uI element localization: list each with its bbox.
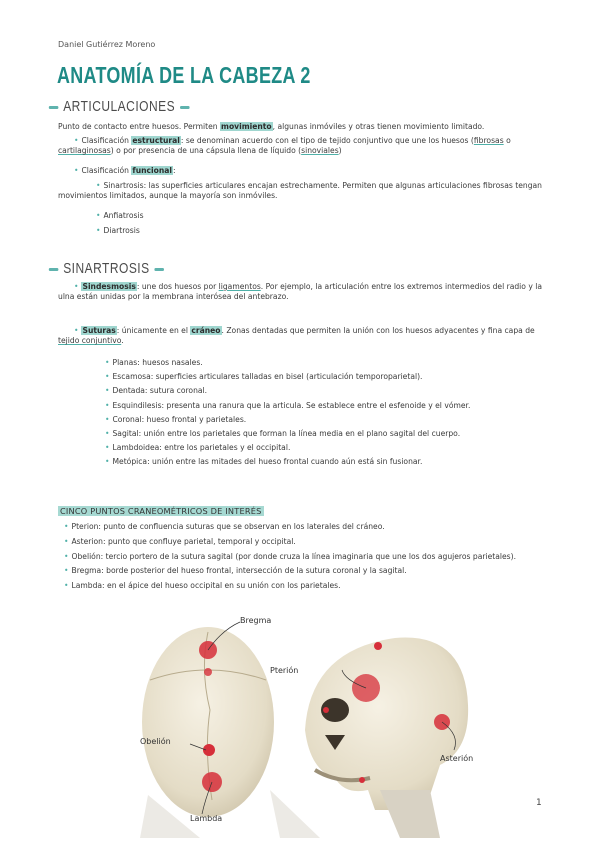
text: Coronal: hueso frontal y parietales. bbox=[112, 414, 247, 424]
dash-icon bbox=[49, 268, 59, 271]
skull-side-view bbox=[305, 638, 468, 838]
highlight: movimiento bbox=[221, 122, 272, 131]
bullet-icon: • bbox=[105, 400, 110, 410]
bullet-icon: • bbox=[74, 326, 79, 335]
list-item bbox=[64, 581, 536, 596]
bullet-icon: • bbox=[96, 211, 101, 220]
bullet-icon: • bbox=[64, 551, 69, 561]
puntos-heading bbox=[58, 506, 264, 517]
page-number: 1 bbox=[536, 798, 542, 808]
list-item bbox=[105, 358, 546, 372]
bullet-icon: • bbox=[105, 386, 110, 396]
bullet-icon: • bbox=[105, 443, 110, 453]
text: : únicamente en el bbox=[116, 326, 191, 335]
list-item bbox=[64, 552, 536, 567]
underlined: ligamentos bbox=[218, 282, 261, 291]
label-pterion: Pterión bbox=[270, 666, 299, 675]
bullet-icon: • bbox=[64, 581, 69, 591]
bullet-icon: • bbox=[64, 566, 69, 576]
text: Clasificación bbox=[81, 166, 132, 175]
list-item bbox=[64, 537, 536, 552]
text: Escamosa: superficies articulares talladas en bisel (articulación temporoparietal). bbox=[112, 372, 423, 382]
dash-icon bbox=[49, 106, 59, 109]
label-obelion: Obelión bbox=[140, 737, 171, 746]
underlined: cartilaginosas bbox=[58, 146, 111, 156]
list-item bbox=[64, 522, 536, 537]
bullet-icon: • bbox=[105, 414, 110, 424]
text: Metópica: unión entre las mitades del hueso frontal cuando aún está sin fusionar. bbox=[112, 457, 423, 467]
puntos-list bbox=[64, 522, 536, 596]
text: Pterion: punto de confluencia suturas que se observan en los laterales del cráneo. bbox=[71, 522, 385, 531]
bullet-icon: • bbox=[105, 358, 110, 367]
text: : une dos huesos por bbox=[136, 282, 219, 291]
underlined: fibrosas bbox=[473, 136, 504, 145]
highlight: cráneo bbox=[191, 326, 221, 335]
text: Obelión: tercio portero de la sutura sagital (por donde cruza la línea imaginaria que une los dos agujeros parietales). bbox=[71, 551, 517, 561]
skull-top-view bbox=[140, 627, 320, 838]
underlined: tejido conjuntivo bbox=[58, 336, 122, 346]
dash-icon bbox=[180, 106, 190, 109]
list-item bbox=[105, 429, 546, 443]
text: o bbox=[503, 136, 511, 145]
text: , algunas inmóviles y otras tienen movimiento limitado. bbox=[272, 122, 485, 131]
bullet-icon: • bbox=[64, 522, 69, 531]
label-lambda: Lambda bbox=[190, 814, 223, 823]
highlight: funcional bbox=[132, 166, 172, 175]
text: Anfiatrosis bbox=[103, 211, 144, 220]
list-item-anfiatrosis bbox=[96, 211, 537, 221]
section-heading-text: ARTICULACIONES bbox=[63, 98, 176, 115]
sutura-list bbox=[105, 358, 546, 472]
bullet-icon: • bbox=[74, 282, 79, 291]
underlined: sinoviales bbox=[301, 146, 339, 156]
text: ) bbox=[338, 146, 342, 156]
text: : se denominan acuerdo con el tipo de tejido conjuntivo que une los huesos ( bbox=[180, 136, 474, 145]
section-heading-sinartrosis bbox=[44, 259, 169, 279]
section-heading-articulaciones bbox=[44, 97, 194, 117]
text: Asterion: punto que confluye parietal, temporal y occipital. bbox=[71, 536, 296, 546]
text: Diartrosis bbox=[103, 226, 140, 235]
author-name: Daniel Gutiérrez Moreno bbox=[58, 40, 156, 49]
list-item bbox=[105, 386, 546, 400]
list-item bbox=[105, 443, 546, 457]
sinartrosis-definition bbox=[58, 181, 546, 202]
suturas-paragraph bbox=[58, 326, 546, 347]
sindesmosis-paragraph bbox=[58, 282, 546, 303]
list-item bbox=[105, 372, 546, 386]
text: Bregma: borde posterior del hueso frontal, intersección de la sutura coronal y la sagital. bbox=[71, 566, 407, 576]
structural-classification bbox=[58, 136, 546, 157]
bullet-icon: • bbox=[105, 457, 110, 467]
text: . bbox=[121, 336, 124, 346]
list-item-diartrosis bbox=[96, 226, 537, 236]
text: ) o por presencia de una cápsula llena de líquido ( bbox=[110, 146, 302, 156]
text: Sagital: unión entre los parietales que forman la línea media en el plano sagital del cuerpo. bbox=[112, 428, 461, 438]
list-item bbox=[64, 566, 536, 581]
page-title: ANATOMÍA DE LA CABEZA 2 bbox=[57, 62, 311, 88]
bullet-icon: • bbox=[105, 372, 110, 382]
bullet-icon: • bbox=[105, 428, 110, 438]
section-heading-text: SINARTROSIS bbox=[63, 260, 150, 277]
intro-paragraph bbox=[58, 122, 546, 132]
obelion-marker bbox=[203, 744, 215, 756]
skull-illustration bbox=[130, 610, 570, 838]
label-bregma: Bregma bbox=[240, 616, 272, 625]
text: Punto de contacto entre huesos. Permiten bbox=[58, 122, 221, 131]
text: . Por ejemplo, la articulación entre los extremos intermedios del radio y la ulna están unidas por la membrana interósea del antebrazo. bbox=[58, 282, 543, 302]
text: Planas: huesos nasales. bbox=[112, 358, 203, 367]
bullet-icon: • bbox=[96, 226, 101, 235]
text: : bbox=[172, 166, 176, 175]
bullet-icon: • bbox=[74, 136, 79, 145]
text: . Zonas dentadas que permiten la unión con los huesos adyacentes y fina capa de bbox=[221, 326, 535, 335]
list-item bbox=[105, 401, 546, 415]
dash-icon bbox=[154, 268, 164, 271]
text: Dentada: sutura coronal. bbox=[112, 386, 208, 396]
text: Lambdoidea: entre los parietales y el occipital. bbox=[112, 443, 291, 453]
bullet-icon: • bbox=[64, 536, 69, 546]
highlight: estructural bbox=[132, 136, 180, 145]
functional-classification bbox=[74, 166, 546, 176]
skull-figure bbox=[130, 610, 570, 838]
label-asterion: Asterión bbox=[440, 754, 474, 763]
list-item bbox=[105, 415, 546, 429]
highlight: Sindesmosis bbox=[82, 282, 136, 291]
bullet-icon: • bbox=[96, 181, 101, 190]
subheading-text: CINCO PUNTOS CRANEOMÉTRICOS DE INTERÉS bbox=[60, 506, 262, 516]
highlight: Suturas bbox=[82, 326, 116, 335]
text: Esquindilesis: presenta una ranura que la articula. Se establece entre el esfenoide y el vómer. bbox=[112, 400, 471, 410]
bullet-icon: • bbox=[74, 166, 79, 175]
text: Lambda: en el ápice del hueso occipital en su unión con los parietales. bbox=[71, 581, 341, 591]
list-item bbox=[105, 457, 546, 471]
text: Clasificación bbox=[81, 136, 132, 145]
text: Sinartrosis: las superficies articulares encajan estrechamente. Permiten que algunas articulaciones fibrosas tengan movimientos limitados, aunque la mayoría son inmóviles. bbox=[58, 181, 542, 201]
